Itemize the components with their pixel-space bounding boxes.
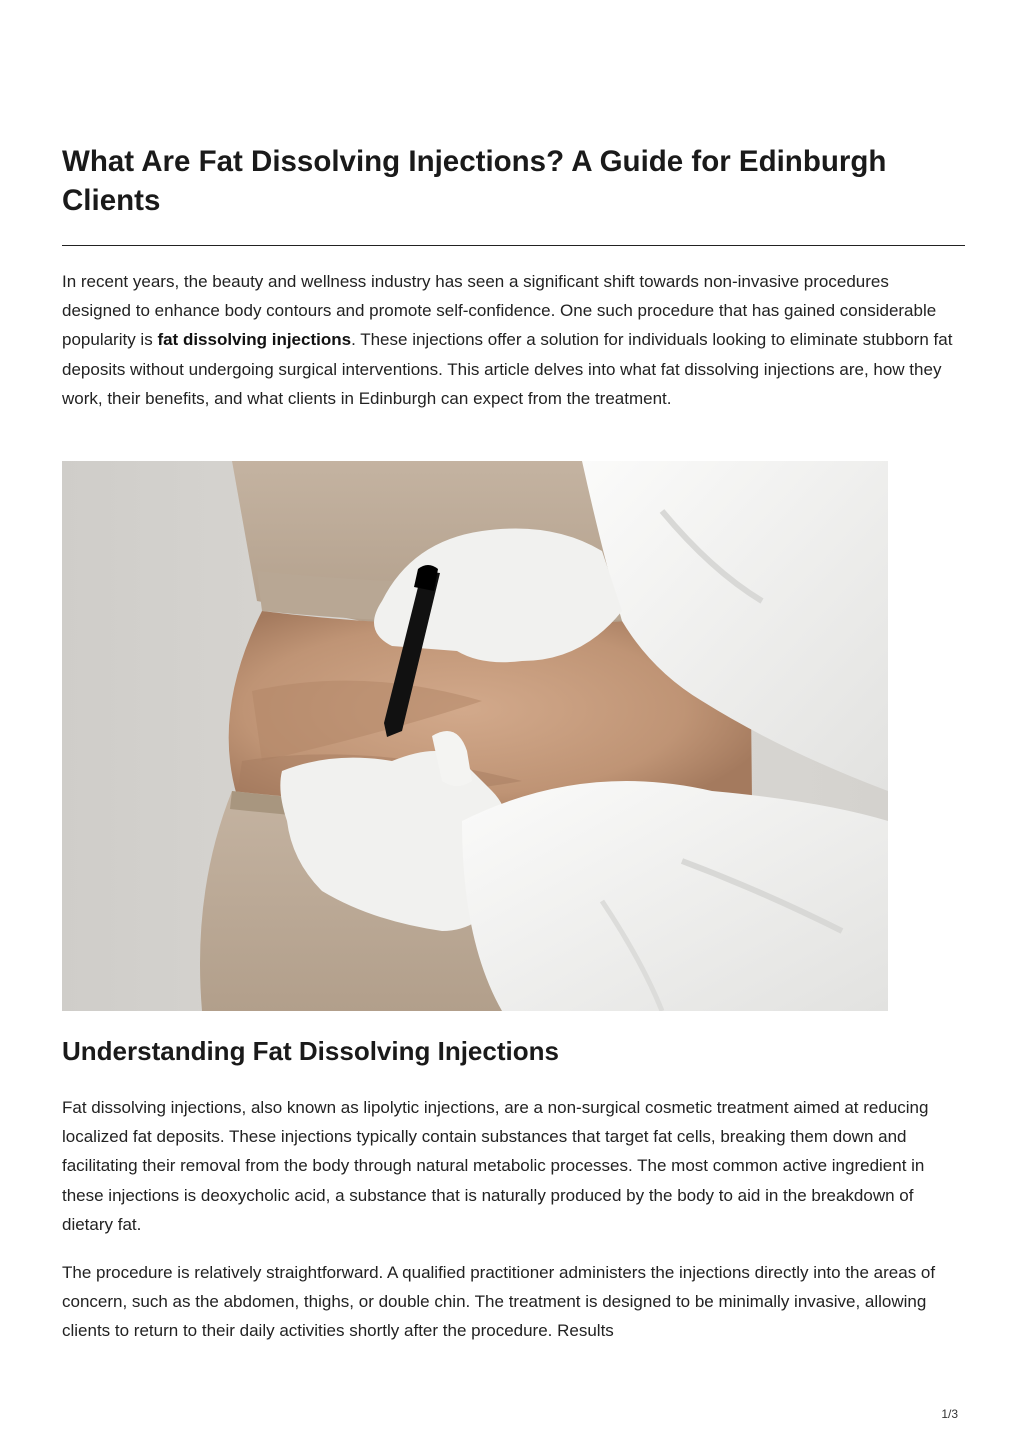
section-heading: Understanding Fat Dissolving Injections (62, 1036, 559, 1066)
intro-text-end: . These injections offer a solution for individuals looking to eliminate stubborn fat deposits without undergoing surgical interventions. This article delves into what fat dissolving injections are, how they work, their benefits, and what clients in Edinburgh can expect from the treatment. (62, 330, 953, 408)
page-title: What Are Fat Dissolving Injections? A Guide for Edinburgh Clients (62, 145, 887, 217)
page-number: 1/3 (941, 1407, 958, 1421)
article-photo (62, 461, 888, 1011)
lower-sleeve-shape (462, 781, 888, 1011)
intro-paragraph (62, 267, 957, 413)
intro-text-start: In recent years, the beauty and wellness industry has seen a significant shift towards non-invasive procedures designed to enhance body contours and promote self-confidence. One such procedure that has gained considerable popularity is (62, 272, 937, 350)
section-paragraph-2: The procedure is relatively straightforward. A qualified practitioner administers the injections directly into the areas of concern, such as the abdomen, thighs, or double chin. The treatment is designed to be minimally invasive, allowing clients to return to their daily activities shortly after the procedure. Results (62, 1263, 936, 1341)
section-paragraph-1: Fat dissolving injections, also known as lipolytic injections, are a non-surgical cosmetic treatment aimed at reducing localized fat deposits. These injections typically contain substances that target fat cells, breaking them down and facilitating their removal from the body through natural metabolic processes. The most common active ingredient in these injections is deoxycholic acid, a substance that is naturally produced by the body to aid in the breakdown of dietary fat. (62, 1098, 929, 1234)
title-divider (62, 245, 965, 246)
intro-bold-link-text: fat dissolving injections (157, 330, 352, 350)
